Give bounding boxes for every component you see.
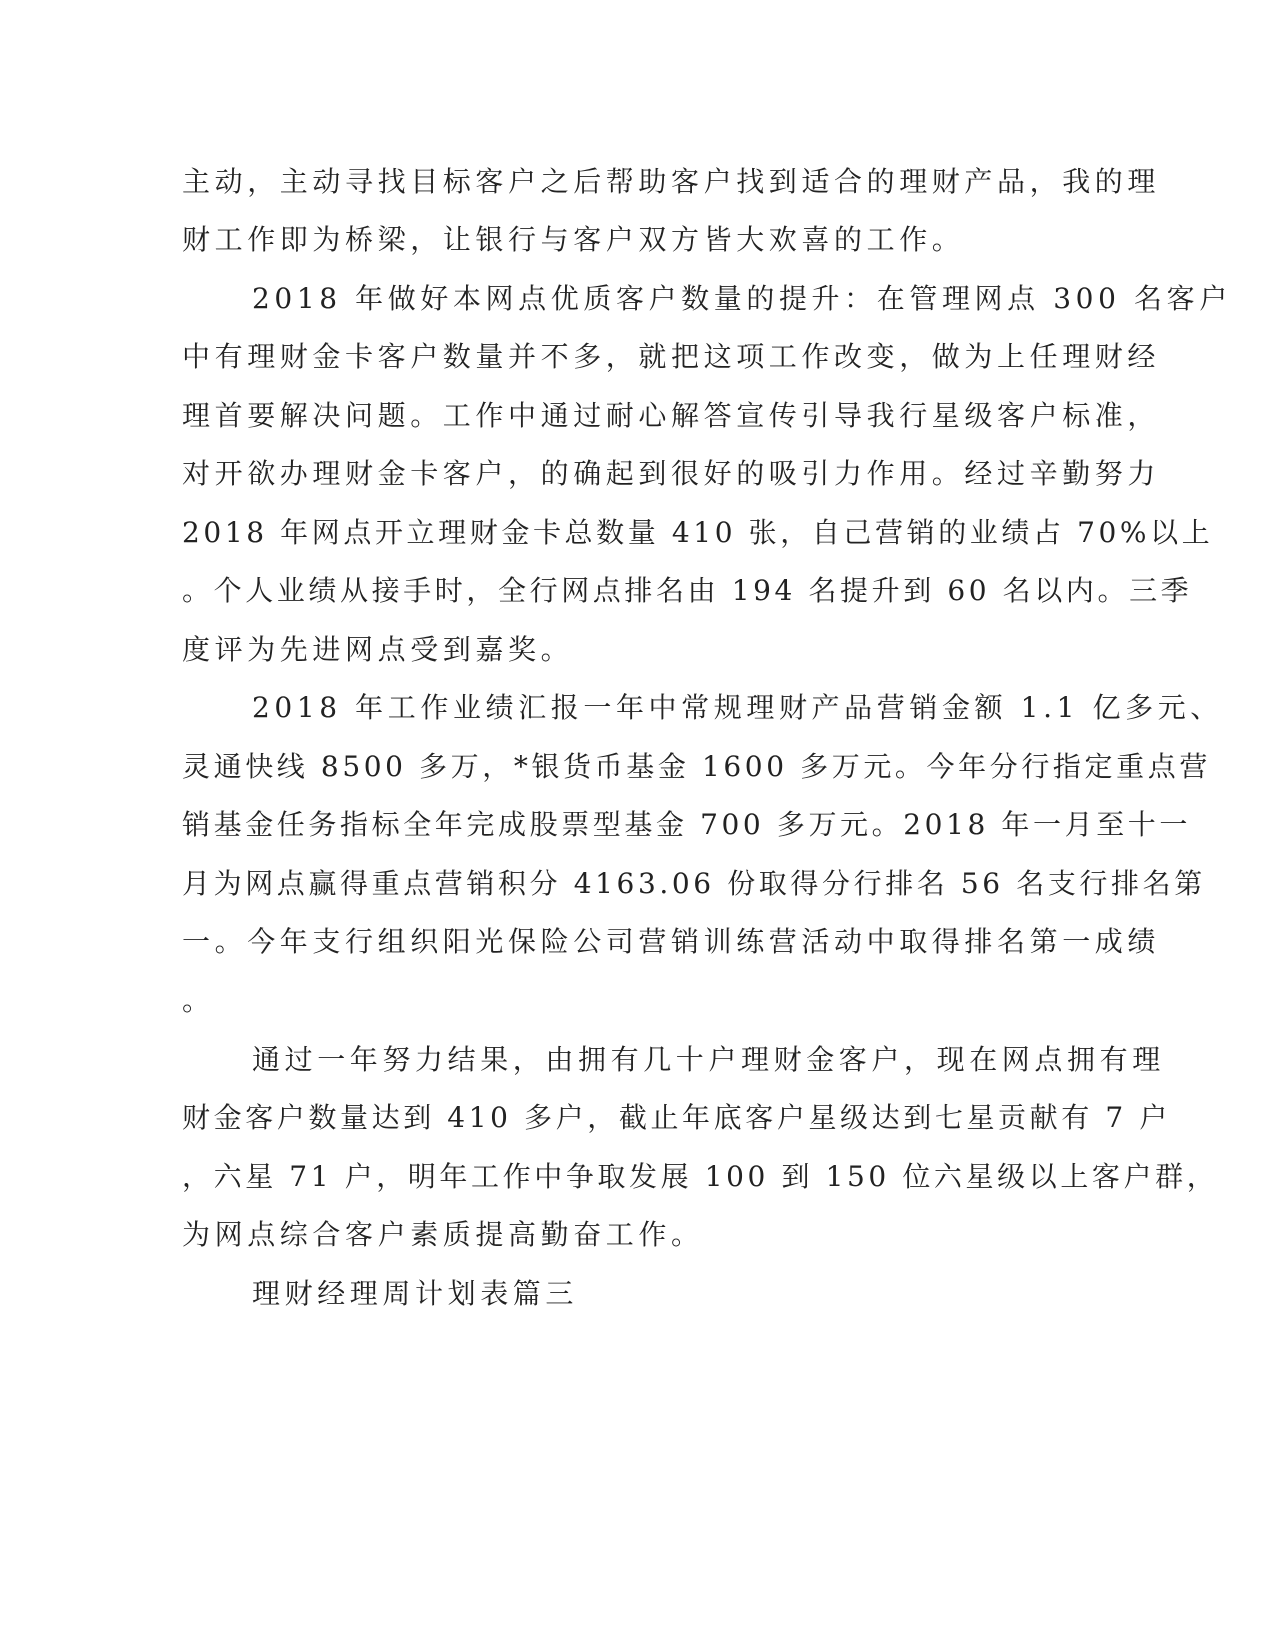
paragraph-line: 通过一年努力结果，由拥有几十户理财金客户，现在网点拥有理	[252, 1043, 1165, 1076]
paragraph-line: 财金客户数量达到 410 多户，截止年底客户星级达到七星贡献有 7 户	[182, 1101, 1171, 1134]
paragraph-line: 对开欲办理财金卡客户，的确起到很好的吸引力作用。经过辛勤努力	[182, 457, 1161, 490]
paragraph-line: 月为网点赢得重点营销积分 4163.06 份取得分行排名 56 名支行排名第	[182, 867, 1206, 900]
paragraph-line: 为网点综合客户素质提高勤奋工作。	[182, 1218, 704, 1251]
paragraph-line: 财工作即为桥梁，让银行与客户双方皆大欢喜的工作。	[182, 223, 965, 256]
paragraph-line: 。	[182, 984, 215, 1017]
paragraph-line: 销基金任务指标全年完成股票型基金 700 多万元。2018 年一月至十一	[182, 808, 1192, 841]
paragraph-line: 2018 年网点开立理财金卡总数量 410 张，自己营销的业绩占 70%以上	[182, 516, 1214, 549]
paragraph-line: 中有理财金卡客户数量并不多，就把这项工作改变，做为上任理财经	[182, 340, 1161, 373]
paragraph-line: ，六星 71 户，明年工作中争取发展 100 到 150 位六星级以上客户群，	[182, 1160, 1219, 1193]
paragraph-line: 度评为先进网点受到嘉奖。	[182, 633, 574, 666]
paragraph-line: 2018 年工作业绩汇报一年中常规理财产品营销金额 1.1 亿多元、	[252, 691, 1223, 724]
paragraph-line: 主动，主动寻找目标客户之后帮助客户找到适合的理财产品，我的理	[182, 165, 1161, 198]
paragraph-line: 2018 年做好本网点优质客户数量的提升：在管理网点 300 名客户	[252, 282, 1232, 315]
paragraph-line: 灵通快线 8500 多万，*银货币基金 1600 多万元。今年分行指定重点营	[182, 750, 1211, 783]
paragraph-line: 。个人业绩从接手时，全行网点排名由 194 名提升到 60 名以内。三季	[182, 574, 1193, 607]
paragraph-line: 理首要解决问题。工作中通过耐心解答宣传引导我行星级客户标准，	[182, 399, 1161, 432]
paragraph-line: 一。今年支行组织阳光保险公司营销训练营活动中取得排名第一成绩	[182, 925, 1161, 958]
section-heading: 理财经理周计划表篇三	[252, 1277, 579, 1310]
